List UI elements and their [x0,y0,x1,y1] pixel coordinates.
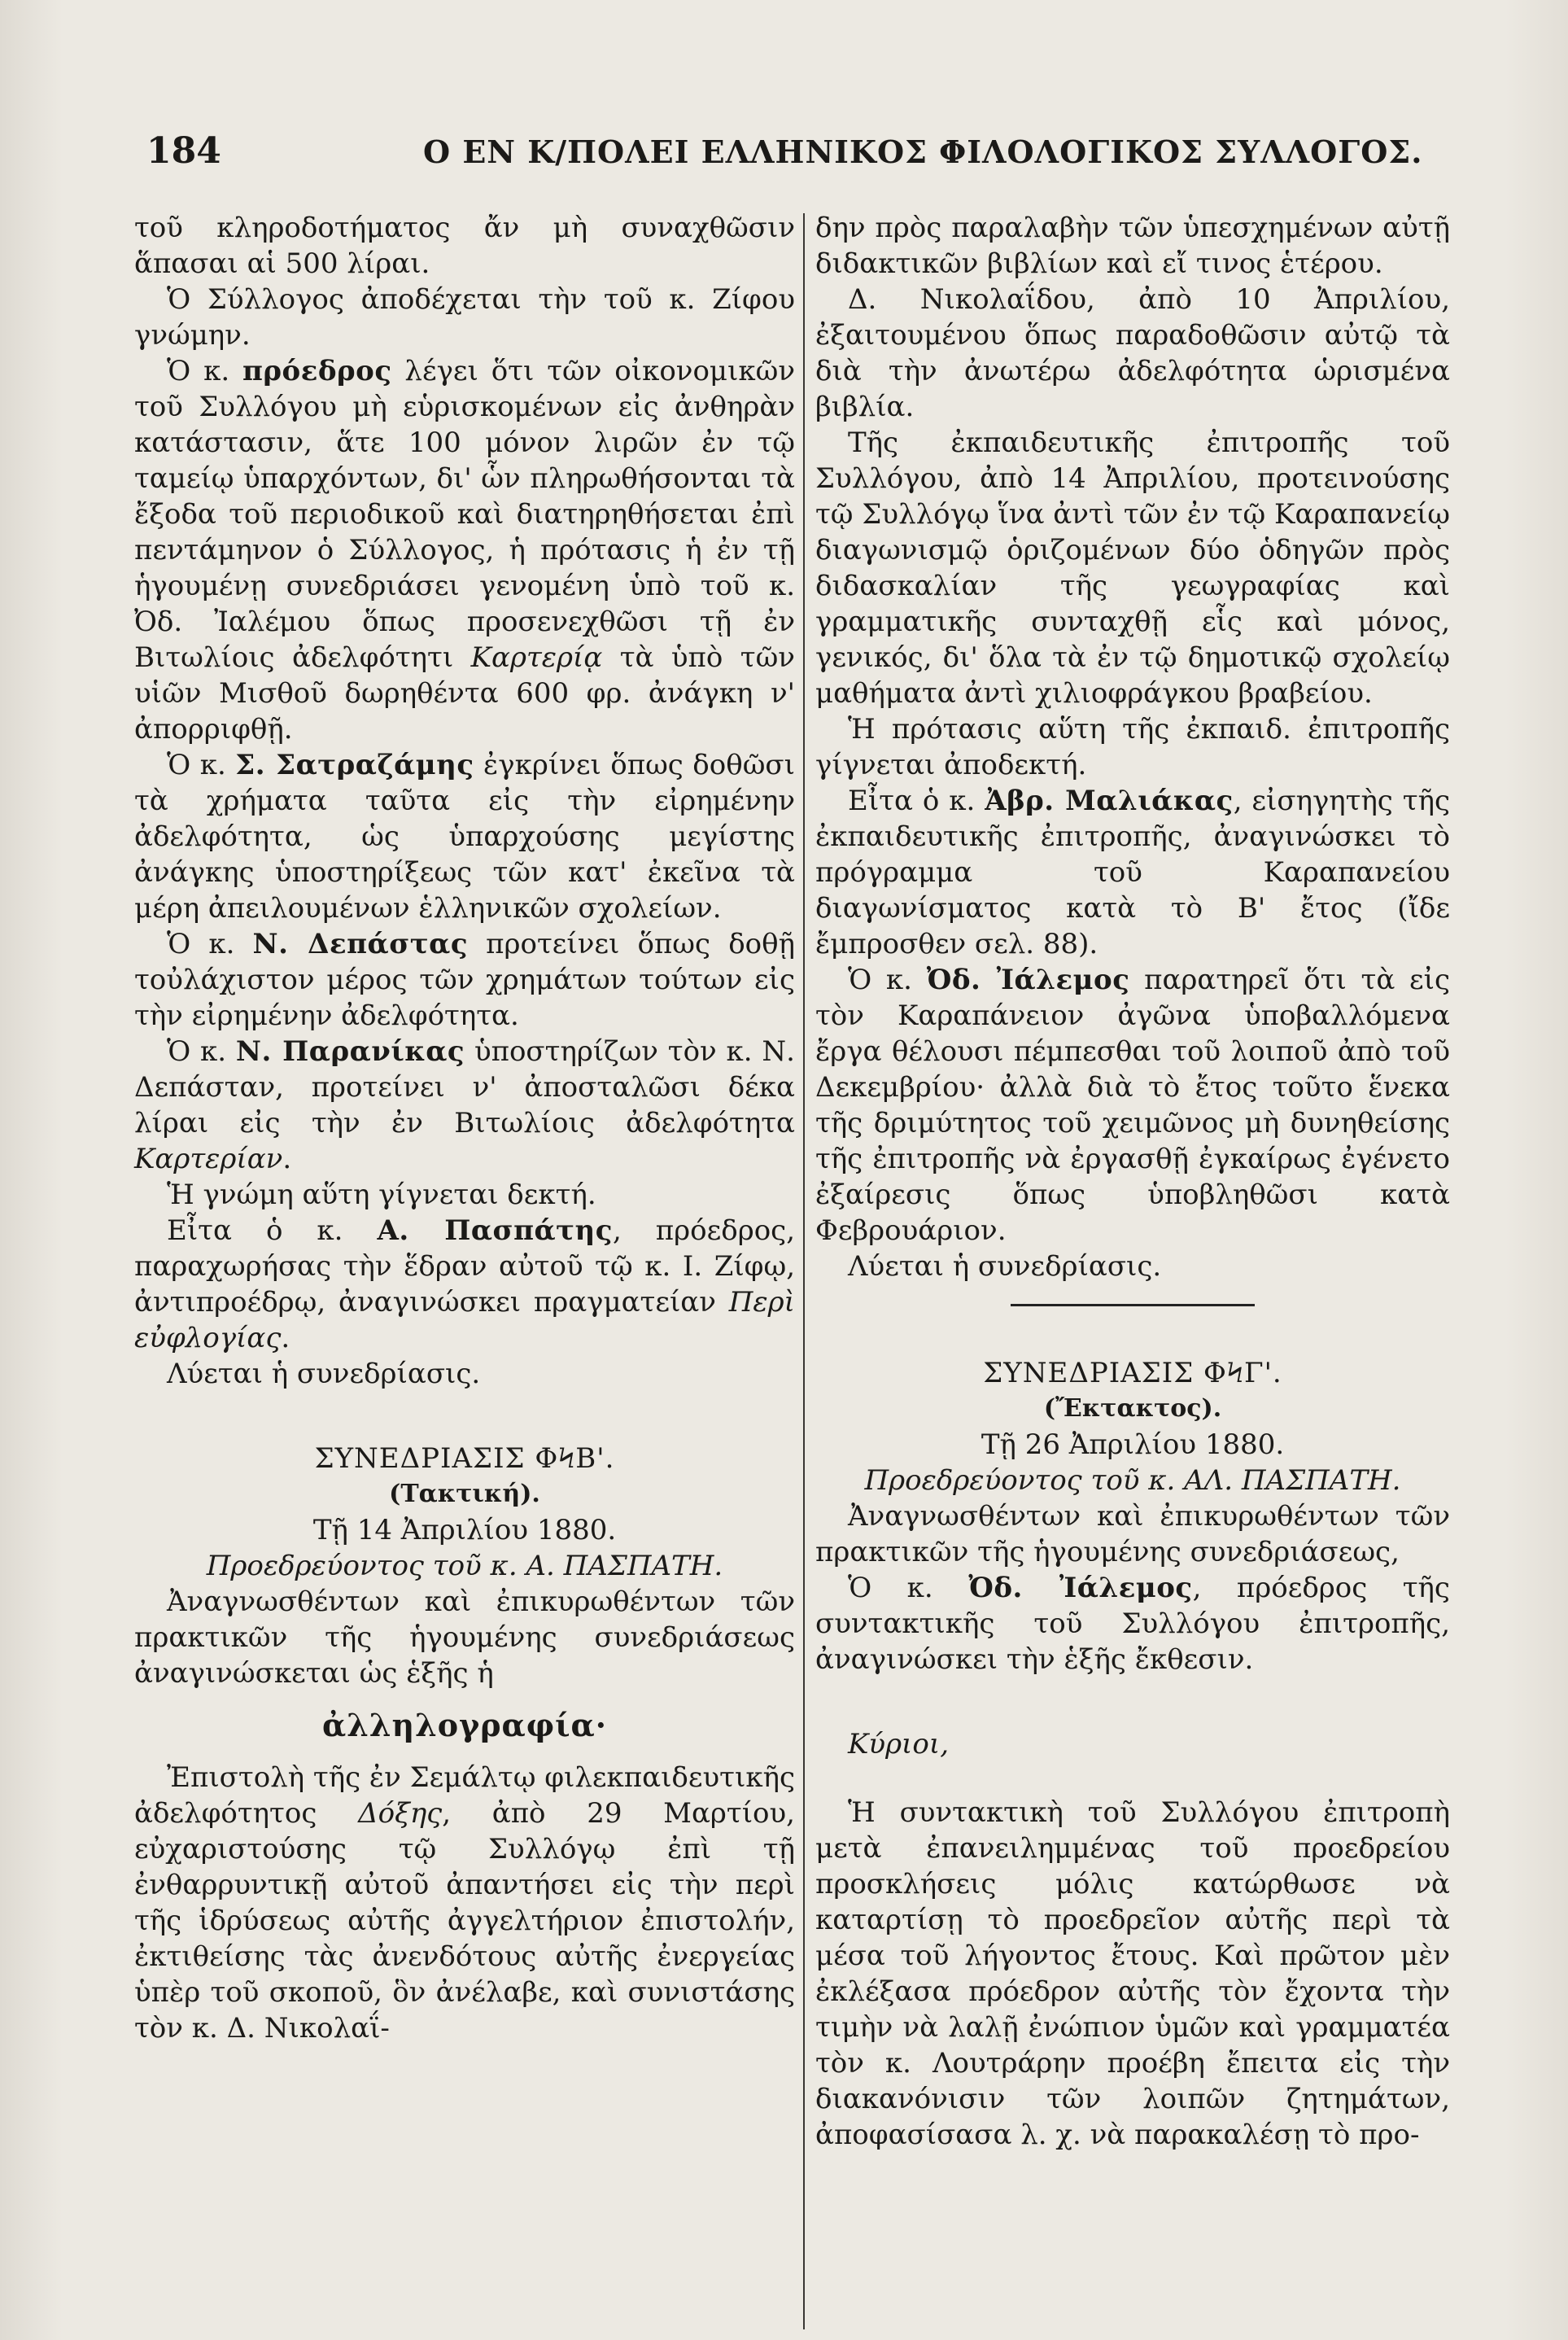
speaker-name: Ν. Παρανίκας [235,1035,465,1068]
page-number: 184 [146,130,221,172]
page-header [138,130,1440,179]
speaker-name: Σ. Σατραζάμης [235,749,474,781]
session-chair: Προεδρεύοντος τοῦ κ. Α. ΠΑΣΠΑΤΗ. [206,1550,723,1582]
paragraph: Εἶτα ὁ κ. Α. Πασπάτης, πρόεδρος, παραχωρήσας τὴν ἕδραν αὐτοῦ τῷ κ. Ι. Ζίφῳ, ἀντιπροέδρῳ, ἀναγινώσκει πραγματείαν Περὶ εὐφλογίας. [134,1214,796,1354]
right-column [815,210,1450,2153]
paragraph: Ἀναγνωσθέντων καὶ ἐπικυρωθέντων τῶν πρακτικῶν τῆς ἡγουμένης συνεδριάσεως ἀναγινώσκεται ὡς ἑξῆς ἡ [134,1586,795,1690]
left-column [134,210,795,2046]
paragraph: Ἡ συντακτικὴ τοῦ Συλλόγου ἐπιτροπὴ μετὰ ἐπανειλημμένας τοῦ προεδρείου προσκλήσεις μόλις κατώρθωσε νὰ καταρτίσῃ τὸ προεδρεῖον αὐτῆς περὶ τὰ μέσα τοῦ λήγοντος ἔτους. Καὶ πρῶτον μὲν ἐκλέξασα πρόεδρον αὐτῆς τὸν ἔχοντα τὴν τιμὴν νὰ λαλῇ ἐνώπιον ὑμῶν καὶ γραμματέα τὸν κ. Λουτράρην προέβη ἔπειτα εἰς τὴν διακανόνισιν τῶν λοιπῶν ζητημάτων, ἀποφασίσασα λ. χ. νὰ παρακαλέσῃ τὸ προ- [815,1796,1450,2151]
speaker-name: Α. Πασπάτης [377,1214,613,1247]
running-title: Ο ΕΝ Κ/ΠΟΛΕΙ ΕΛΛΗΝΙΚΟΣ ΦΙΛΟΛΟΓΙΚΟΣ ΣΥΛΛΟΓΟΣ. [423,133,1423,170]
session-type: (Τακτική). [389,1480,540,1508]
section-rule [1011,1304,1255,1306]
column-divider [803,213,805,2329]
paragraph: Ὁ κ. Ν. Δεπάστας προτείνει ὅπως δοθῇ τοὐλάχιστον μέρος τῶν χρημάτων τούτων εἰς τὴν εἰρημένην ἀδελφότητα. [134,928,795,1032]
paragraph: Ὁ κ. Σ. Σατραζάμης ἐγκρίνει ὅπως δοθῶσι τὰ χρήματα ταῦτα εἰς τὴν εἰρημένην ἀδελφότητα, ὡς ὑπαρχούσης μεγίστης ἀνάγκης ὑποστηρίξεως τῶν κατ' ἐκεῖνα τὰ μέρη ἀπειλουμένων ἑλληνικῶν σχολείων. [134,749,795,925]
paragraph: Ὁ κ. Ὀδ. Ἰάλεμος, πρόεδρος τῆς συντακτικῆς τοῦ Συλλόγου ἐπιτροπῆς, ἀναγινώσκει τὴν ἑξῆς ἔκθεσιν. [815,1572,1450,1676]
session-date: Τῇ 14 Ἀπριλίου 1880. [312,1514,617,1546]
paragraph: Τῆς ἐκπαιδευτικῆς ἐπιτροπῆς τοῦ Συλλόγου, ἀπὸ 14 Ἀπριλίου, προτεινούσης τῷ Συλλόγῳ ἵνα ἀντὶ τῶν ἐν τῷ Καραπανείῳ διαγωνισμῷ ὁριζομένων δύο ὁδηγῶν πρὸς διδασκαλίαν τῆς γεωγραφίας καὶ γραμματικῆς συνταχθῇ εἷς καὶ μόνος, γενικός, δι' ὅλα τὰ ἐν τῷ δημοτικῷ σχολείῳ μαθήματα ἀντὶ χιλιοφράγκου βραβείου. [815,426,1450,710]
salutation: Κύριοι, [848,1728,949,1760]
session-date: Τῇ 26 Ἀπριλίου 1880. [981,1428,1285,1461]
speaker-name: πρόεδρος [242,355,392,387]
paragraph: Δ. Νικολαΐδου, ἀπὸ 10 Ἀπριλίου, ἐξαιτουμένου ὅπως παραδοθῶσιν αὐτῷ τὰ διὰ τὴν ἀνωτέρω ἀδελφότητα ὡρισμένα βιβλία. [815,283,1450,423]
paragraph: Ἀναγνωσθέντων καὶ ἐπικυρωθέντων τῶν πρακτικῶν τῆς ἡγουμένης συνεδριάσεως, [815,1500,1450,1568]
paragraph: Λύεται ἡ συνεδρίασις. [167,1358,481,1390]
paragraph: δην πρὸς παραλαβὴν τῶν ὑπεσχημένων αὐτῇ διδακτικῶν βιβλίων καὶ εἴ τινος ἑτέρου. [815,212,1450,280]
paragraph: Ἡ πρότασις αὕτη τῆς ἐκπαιδ. ἐπιτροπῆς γίγνεται ἀποδεκτή. [815,713,1450,781]
speaker-name: Ὀδ. Ἰάλεμος [926,964,1130,996]
session-type: (Ἔκτακτος). [1043,1394,1222,1423]
paragraph: Ἐπιστολὴ τῆς ἐν Σεμάλτῳ φιλεκπαιδευτικῆς ἀδελφότητος Δόξης, ἀπὸ 29 Μαρτίου, εὐχαριστούσης τῷ Συλλόγῳ ἐπὶ τῇ ἐνθαρρυντικῇ αὐτοῦ ἀπαντήσει εἰς τὴν περὶ τῆς ἱδρύσεως αὐτῆς ἀγγελτήριον ἐπιστολήν, ἐκτιθείσης τὰς ἀνενδότους αὐτῆς ἐνεργείας ὑπὲρ τοῦ σκοποῦ, ὃν ἀνέλαβε, καὶ συνιστάσης τὸν κ. Δ. Νικολαΐ- [134,1761,795,2045]
paragraph: Ὁ κ. Ν. Παρανίκας ὑποστηρίζων τὸν κ. Ν. Δεπάσταν, προτείνει ν' ἀποσταλῶσι δέκα λίραι εἰς τὴν ἐν Βιτωλίοις ἀδελφότητα Καρτερίαν. [134,1035,795,1175]
paragraph: Ἡ γνώμη αὕτη γίγνεται δεκτή. [167,1179,596,1211]
session-title: ΣΥΝΕΔΡΙΑΣΙΣ ΦϞΓ'. [983,1357,1282,1389]
speaker-name: Ἀβρ. Μαλιάκας [985,785,1234,817]
speaker-name: Ὀδ. Ἰάλεμος [968,1572,1193,1604]
session-title: ΣΥΝΕΔΡΙΑΣΙΣ ΦϞΒ'. [314,1442,615,1475]
section-heading: ἀλληλογραφία· [322,1707,607,1743]
paragraph: Ὁ κ. πρόεδρος λέγει ὅτι τῶν οἰκονομικῶν τοῦ Συλλόγου μὴ εὑρισκομένων εἰς ἀνθηρὰν κατάστασιν, ἅτε 100 μόνον λιρῶν ἐν τῷ ταμείῳ ὑπαρχόντων, δι' ὧν πληρωθήσονται τὰ ἔξοδα τοῦ περιοδικοῦ καὶ διατηρηθήσεται ἐπὶ πεντάμηνον ὁ Σύλλογος, ἡ πρότασις ἡ ἐν τῇ ἡγουμένῃ συνεδριάσει γενομένη ὑπὸ τοῦ κ. Ὀδ. Ἰαλέμου ὅπως προσενεχθῶσι τῇ ἐν Βιτωλίοις ἀδελφότητι Καρτερίᾳ τὰ ὑπὸ τῶν υἱῶν Μισθοῦ δωρηθέντα 600 φρ. ἀνάγκη ν' ἀπορριφθῇ. [134,355,795,746]
paragraph: Ὁ Σύλλογος ἀποδέχεται τὴν τοῦ κ. Ζίφου γνώμην. [134,283,795,352]
paragraph: Λύεται ἡ συνεδρίασις. [848,1250,1162,1283]
speaker-name: Ν. Δεπάστας [252,928,469,960]
session-chair: Προεδρεύοντος τοῦ κ. ΑΛ. ΠΑΣΠΑΤΗ. [864,1464,1401,1497]
paragraph: Εἶτα ὁ κ. Ἀβρ. Μαλιάκας, εἰσηγητὴς τῆς ἐκπαιδευτικῆς ἐπιτροπῆς, ἀναγινώσκει τὸ πρόγραμμα τοῦ Καραπανείου διαγωνίσματος κατὰ τὸ Β' ἔτος (ἴδε ἔμπροσθεν σελ. 88). [815,785,1450,960]
paragraph: τοῦ κληροδοτήματος ἄν μὴ συναχθῶσιν ἅπασαι αἱ 500 λίραι. [134,212,795,280]
paragraph: Ὁ κ. Ὀδ. Ἰάλεμος παρατηρεῖ ὅτι τὰ εἰς τὸν Καραπάνειον ἀγῶνα ὑποβαλλόμενα ἔργα θέλουσι πέμπεσθαι τοῦ λοιποῦ ἀπὸ τοῦ Δεκεμβρίου· ἀλλὰ διὰ τὸ ἔτος τοῦτο ἕνεκα τῆς δριμύτητος τοῦ χειμῶνος μὴ δυνηθείσης τῆς ἐπιτροπῆς νὰ ἐργασθῇ ἐγκαίρως ἐγένετο ἐξαίρεσις ὅπως ὑποβληθῶσι κατὰ Φεβρουάριον. [815,964,1450,1247]
